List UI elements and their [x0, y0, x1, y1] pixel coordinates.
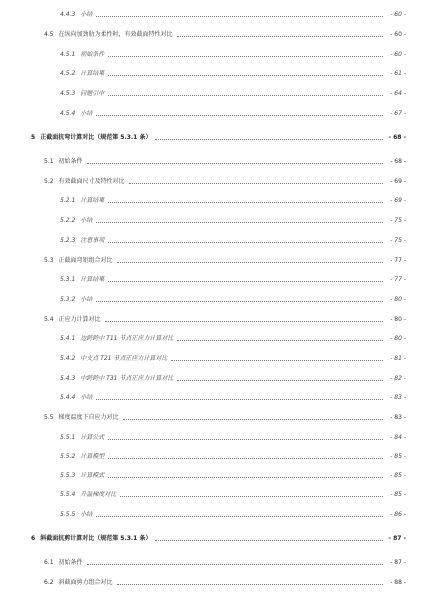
toc-entry-4-5-4[interactable] [60, 110, 406, 118]
toc-entry-title: 初始条件 [58, 158, 83, 165]
toc-entry-title: 在纵向加劲肋为柔性时，有效截面特性对比 [58, 31, 173, 38]
toc-entry-5[interactable] [31, 134, 406, 142]
toc-entry-number: 4.4.3 [60, 11, 76, 18]
toc-entry-title: 计算公式 [80, 434, 105, 441]
toc-entry-title: 初始条件 [58, 559, 83, 566]
toc-entry-5-2[interactable] [44, 178, 406, 186]
dot-leader [177, 340, 383, 341]
toc-entry-5-5[interactable] [44, 414, 406, 422]
toc-entry-page-number: - 75 - [390, 237, 406, 244]
toc-entry-page-number: - 77 - [390, 257, 406, 264]
toc-entry-page-number: - 80 - [390, 316, 406, 323]
dot-leader [108, 242, 383, 243]
toc-entry-5-5-2[interactable] [60, 453, 406, 461]
toc-entry-page-number: - 82 - [390, 375, 406, 382]
toc-entry-number: 4.5.3 [60, 90, 76, 97]
toc-entry-title: 小结 [80, 11, 93, 18]
dot-leader [123, 419, 383, 420]
dot-leader [96, 16, 383, 17]
toc-entry-title: 计算结果 [80, 276, 105, 283]
toc-entry-number: 5 [31, 134, 36, 141]
dot-leader [120, 496, 383, 497]
toc-entry-title: 小结 [80, 394, 93, 401]
dot-leader [129, 183, 383, 184]
dot-leader [155, 540, 383, 541]
toc-entry-number: 6 [31, 535, 36, 542]
toc-entry-number: 6.2 [44, 579, 54, 586]
toc-entry-number: 5.2.3 [60, 237, 76, 244]
toc-entry-title: 斜截面剪力组合对比 [58, 579, 113, 586]
dot-leader [96, 115, 383, 116]
toc-entry-title: 中跨跨中 T31 节点正应力计算对比 [80, 375, 174, 382]
dot-leader [155, 139, 383, 140]
dot-leader [108, 439, 383, 440]
dot-leader [117, 262, 383, 263]
toc-entry-number: 5.5.1 [60, 434, 76, 441]
toc-entry-title: 正截面抗弯计算对比（规范第 5.3.1 条） [40, 134, 152, 141]
toc-entry-title: 小结 [80, 511, 93, 518]
toc-entry-page-number: - 64 - [390, 90, 406, 97]
toc-entry-page-number: - 60 - [390, 11, 406, 18]
toc-entry-5-3-1[interactable] [60, 276, 406, 284]
toc-entry-title: 注意事项 [80, 237, 105, 244]
dot-leader [108, 95, 383, 96]
toc-entry-number: 5.2.1 [60, 197, 76, 204]
dot-leader [96, 301, 383, 302]
toc-entry-page-number: - 80 - [390, 296, 406, 303]
toc-entry-6[interactable] [31, 535, 406, 543]
toc-entry-5-5-3[interactable] [60, 472, 406, 480]
toc-entry-page-number: - 60 - [390, 51, 406, 58]
toc-entry-5-3[interactable] [44, 257, 406, 265]
toc-entry-page-number: - 83 - [390, 414, 406, 421]
toc-entry-title: 初始条件 [80, 51, 105, 58]
toc-entry-number: 5.4.4 [60, 394, 76, 401]
toc-entry-page-number: - 67 - [390, 110, 406, 117]
toc-entry-page-number: - 77 - [390, 276, 406, 283]
toc-entry-number: 5.4.3 [60, 375, 76, 382]
toc-entry-5-2-2[interactable] [60, 217, 406, 225]
toc-entry-title: 边跨跨中 T11 节点正应力计算对比 [80, 335, 174, 342]
toc-entry-number: 5.4.2 [60, 355, 76, 362]
toc-entry-4-5[interactable] [44, 31, 406, 39]
toc-entry-number: 5.5.4 [60, 491, 76, 498]
toc-entry-5-4-1[interactable] [60, 335, 406, 343]
dot-leader [177, 380, 383, 381]
toc-entry-number: 5.2 [44, 178, 54, 185]
dot-leader [87, 163, 383, 164]
toc-entry-number: 5.4 [44, 316, 54, 323]
toc-entry-6-2[interactable] [44, 579, 406, 587]
toc-entry-title: 小结 [80, 296, 93, 303]
toc-entry-4-5-1[interactable] [60, 51, 406, 59]
toc-entry-number: 4.5.4 [60, 110, 76, 117]
dot-leader [108, 56, 383, 57]
toc-entry-6-1[interactable] [44, 559, 406, 567]
toc-entry-title: 斜截面抗剪计算对比（规范第 5.3.1 条） [40, 535, 152, 542]
toc-entry-number: 6.1 [44, 559, 54, 566]
toc-entry-number: 5.5.5 [60, 511, 76, 518]
toc-entry-number: 5.1 [44, 158, 54, 165]
toc-entry-4-5-3[interactable] [60, 90, 406, 98]
toc-entry-5-5-5[interactable] [60, 511, 406, 519]
toc-entry-page-number: - 83 - [390, 394, 406, 401]
toc-entry-title: 正应力计算对比 [58, 316, 101, 323]
toc-entry-5-5-4[interactable] [60, 491, 406, 499]
toc-entry-4-5-2[interactable] [60, 70, 406, 78]
toc-entry-page-number: - 88 - [390, 579, 406, 586]
toc-entry-title: 计算模型 [80, 453, 105, 460]
toc-entry-5-4-3[interactable] [60, 375, 406, 383]
toc-entry-page-number: - 75 - [390, 217, 406, 224]
dot-leader [108, 202, 383, 203]
dot-leader [117, 584, 383, 585]
toc-entry-page-number: - 69 - [390, 197, 406, 204]
toc-entry-page-number: - 87 - [390, 559, 406, 566]
dot-leader [171, 360, 383, 361]
toc-entry-title: 升温梯度对比 [80, 491, 117, 498]
toc-entry-5-4-4[interactable] [60, 394, 406, 402]
toc-entry-title: 计算结果 [80, 70, 105, 77]
toc-entry-page-number: - 60 - [390, 31, 406, 38]
toc-entry-number: 5.5.3 [60, 472, 76, 479]
toc-entry-number: 5.4.1 [60, 335, 76, 342]
toc-entry-page-number: - 84 - [390, 434, 406, 441]
dot-leader [108, 477, 383, 478]
toc-entry-5-3-2[interactable] [60, 296, 406, 304]
dot-leader [105, 321, 383, 322]
toc-entry-4-4-3[interactable] [60, 11, 406, 19]
toc-entry-page-number: - 81 - [390, 355, 406, 362]
toc-entry-5-2-3[interactable] [60, 237, 406, 245]
dot-leader [87, 564, 383, 565]
dot-leader [96, 222, 383, 223]
toc-entry-5-4[interactable] [44, 316, 406, 324]
toc-entry-title: 梯度温度下自应力对比 [58, 414, 119, 421]
toc-entry-page-number: - 86 - [390, 511, 406, 518]
dot-leader [108, 458, 383, 459]
toc-entry-page-number: - 87 - [388, 535, 406, 542]
toc-entry-5-5-1[interactable] [60, 434, 406, 442]
toc-entry-title: 计算结果 [80, 197, 105, 204]
toc-entry-number: 5.5.2 [60, 453, 76, 460]
toc-entry-number: 5.5 [44, 414, 54, 421]
toc-entry-page-number: - 80 - [390, 335, 406, 342]
dot-leader [108, 281, 383, 282]
toc-entry-page-number: - 61 - [390, 70, 406, 77]
toc-entry-title: 中支点 T21 节点正应力计算对比 [80, 355, 168, 362]
toc-entry-title: 有效截面尺寸及特性对比 [58, 178, 125, 185]
dot-leader [108, 75, 383, 76]
toc-entry-number: 4.5 [44, 31, 54, 38]
toc-entry-number: 5.2.2 [60, 217, 76, 224]
toc-entry-page-number: - 85 - [390, 453, 406, 460]
toc-entry-title: 小结 [80, 110, 93, 117]
toc-entry-number: 5.3.2 [60, 296, 76, 303]
toc-entry-page-number: - 85 - [390, 472, 406, 479]
toc-entry-title: 正截面弯矩组合对比 [58, 257, 113, 264]
toc-entry-number: 5.3 [44, 257, 54, 264]
toc-entry-5-2-1[interactable] [60, 197, 406, 205]
toc-entry-number: 4.5.1 [60, 51, 76, 58]
dot-leader [96, 399, 383, 400]
toc-entry-number: 4.5.2 [60, 70, 76, 77]
toc-entry-5-4-2[interactable] [60, 355, 406, 363]
toc-entry-page-number: - 85 - [390, 491, 406, 498]
toc-entry-page-number: - 68 - [388, 134, 406, 141]
toc-entry-5-1[interactable] [44, 158, 406, 166]
toc-entry-page-number: - 68 - [390, 158, 406, 165]
dot-leader [177, 36, 383, 37]
toc-entry-title: 计算模式 [80, 472, 105, 479]
toc-entry-page-number: - 69 - [390, 178, 406, 185]
toc-entry-title: 小结 [80, 217, 93, 224]
dot-leader [96, 516, 383, 517]
toc-entry-number: 5.3.1 [60, 276, 76, 283]
toc-entry-title: 问题引申 [80, 90, 105, 97]
